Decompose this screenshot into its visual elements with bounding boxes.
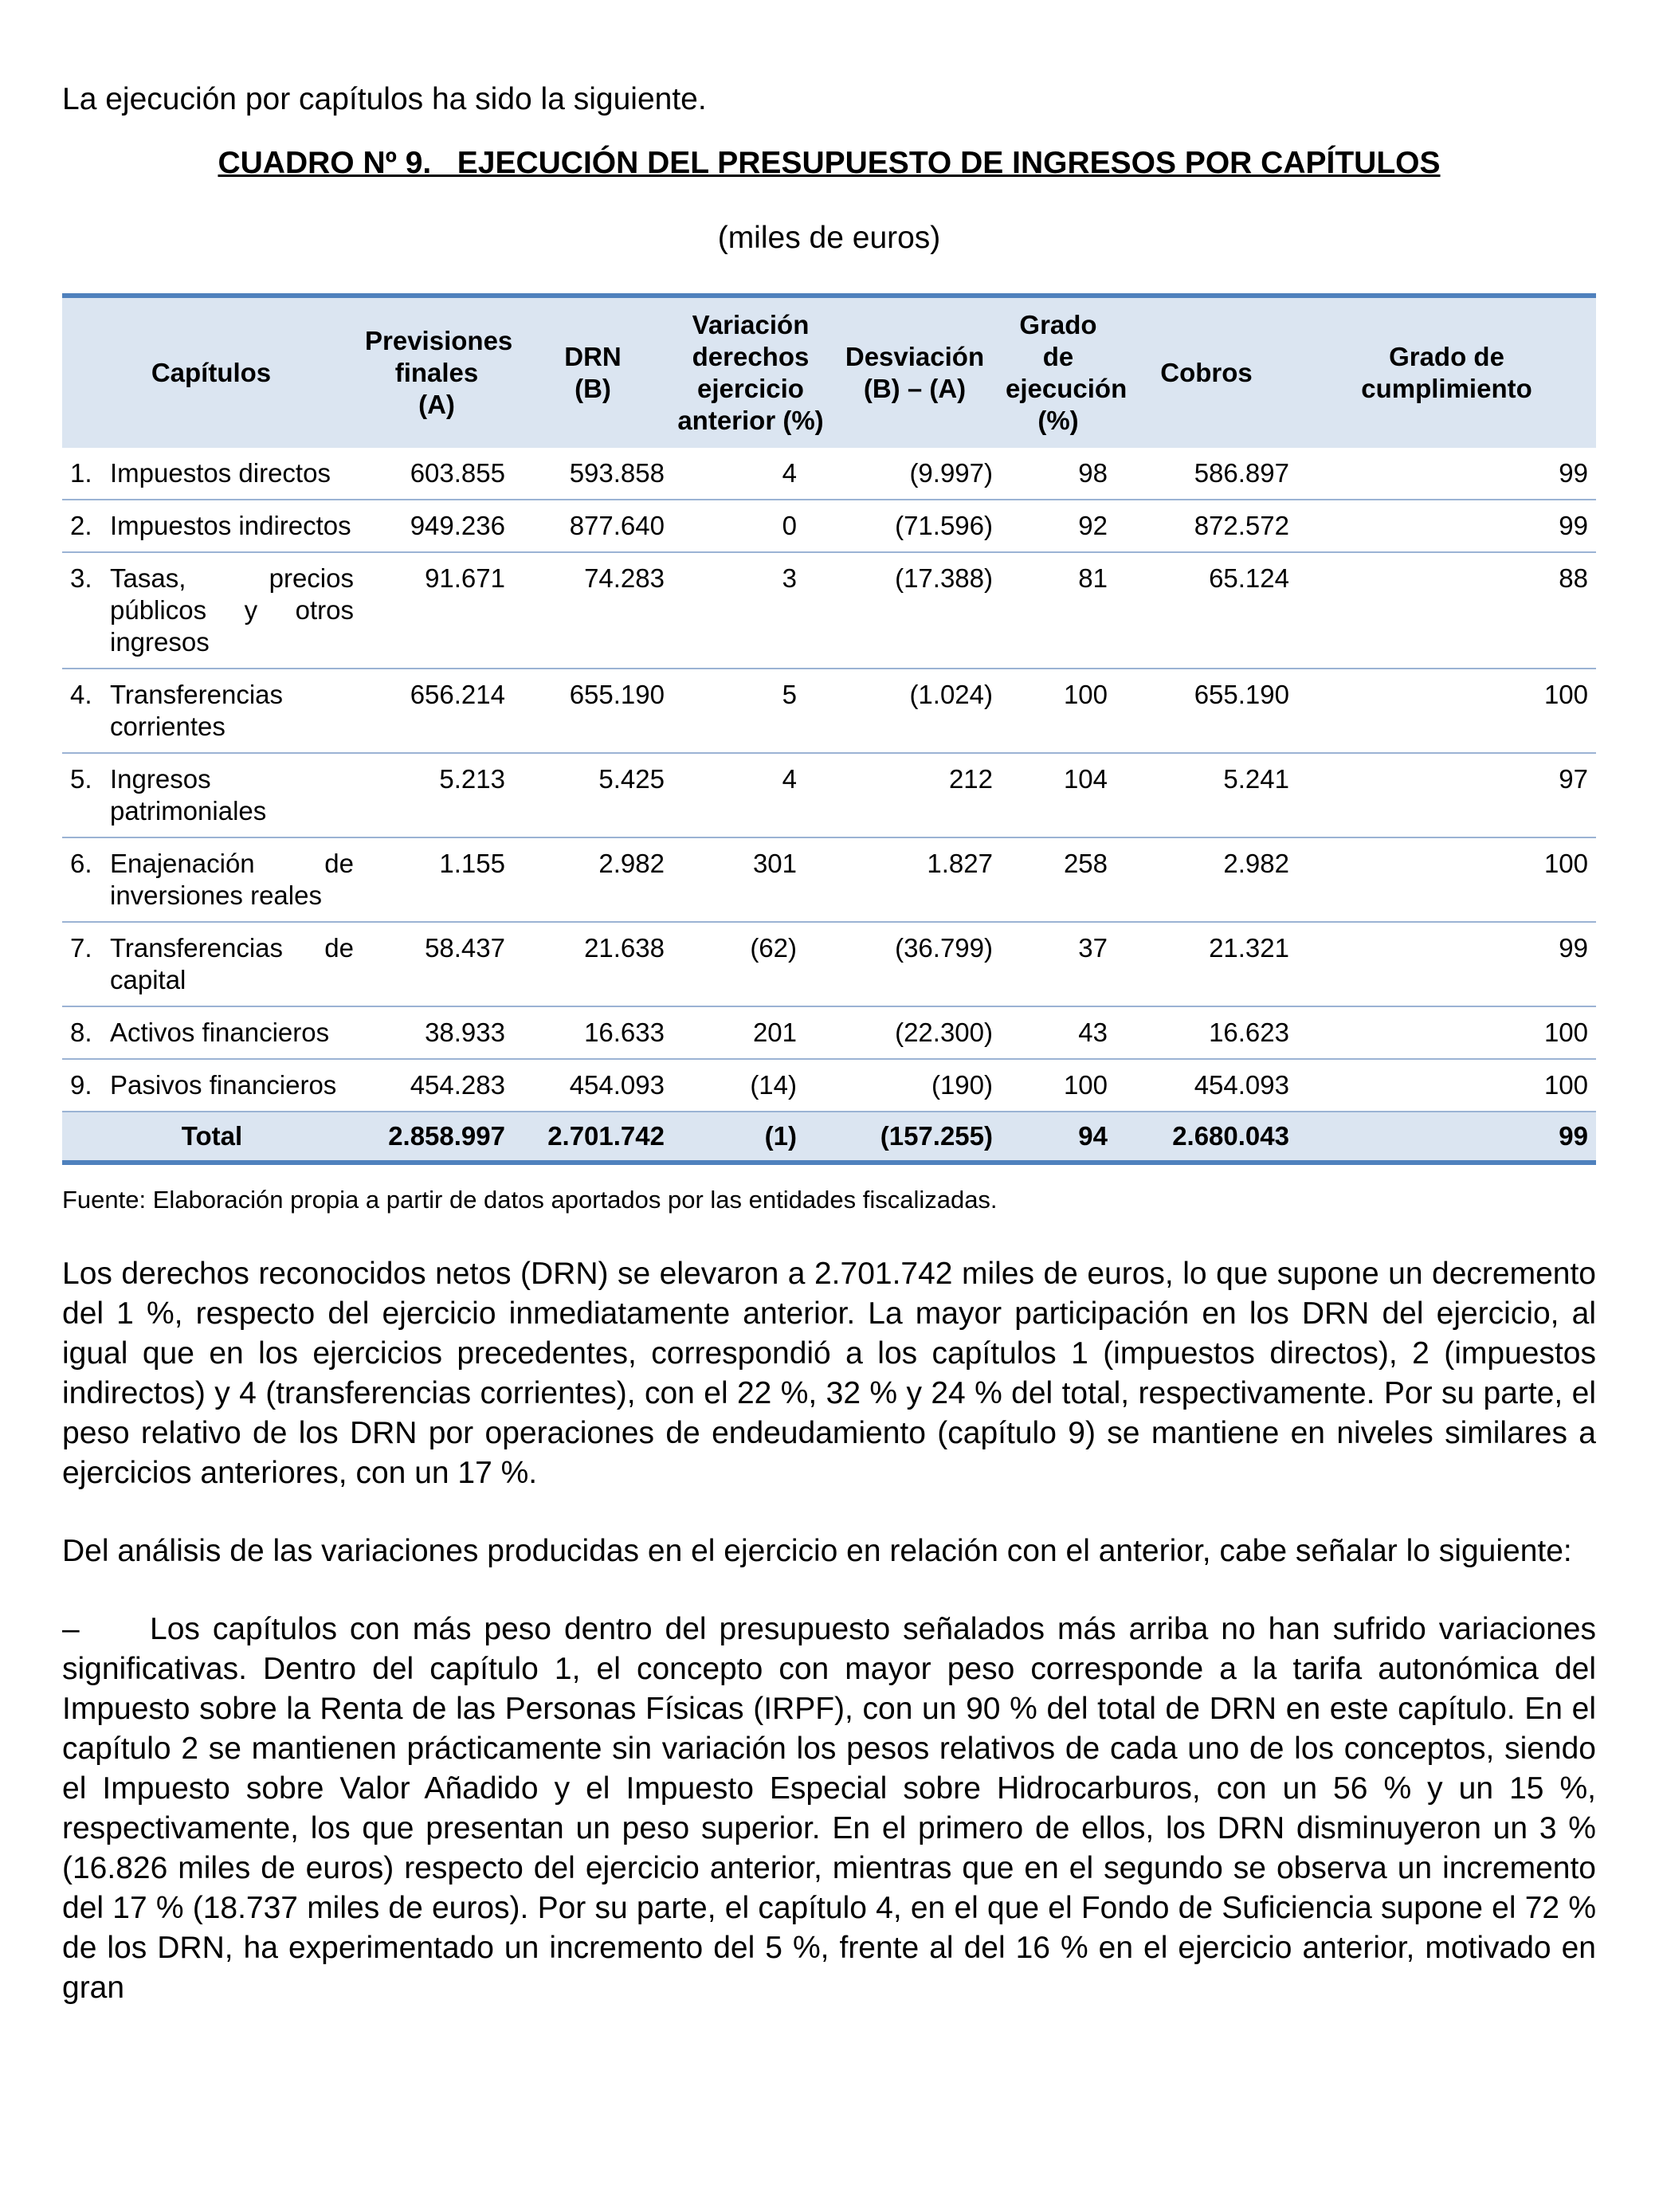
cell-capitulo: 1. Impuestos directos bbox=[62, 448, 360, 500]
cell-desviacion: (17.388) bbox=[829, 552, 1001, 669]
cell-drn: 74.283 bbox=[513, 552, 673, 669]
cell-grado-ejecucion: 92 bbox=[1001, 500, 1116, 552]
cell-capitulo: 3. Tasas, precios públicos y otros ingresos bbox=[62, 552, 360, 669]
cell-grado-cumplimiento: 99 bbox=[1297, 448, 1596, 500]
cell-drn: 5.425 bbox=[513, 753, 673, 837]
cell-capitulo: 4. Transferencias corrientes bbox=[62, 669, 360, 753]
header-variacion: Variación derechos ejercicio anterior (%) bbox=[673, 296, 829, 448]
table-row bbox=[62, 837, 1596, 922]
cell-previsiones: 603.855 bbox=[360, 448, 513, 500]
cell-total-drn: 2.701.742 bbox=[513, 1112, 673, 1163]
cell-grado-cumplimiento: 100 bbox=[1297, 837, 1596, 922]
cell-drn: 593.858 bbox=[513, 448, 673, 500]
table-title: CUADRO Nº 9. EJECUCIÓN DEL PRESUPUESTO DE INGRESOS POR CAPÍTULOS bbox=[218, 146, 1441, 180]
cell-grado-ejecucion: 104 bbox=[1001, 753, 1116, 837]
cell-grado-cumplimiento: 99 bbox=[1297, 922, 1596, 1006]
paragraph-drn: Los derechos reconocidos netos (DRN) se elevaron a 2.701.742 miles de euros, lo que supone un decremento del 1 %, respecto del ejercicio inmediatamente anterior. La mayor participación en los DRN del ejercicio, al igual que en los ejercicios precedentes, correspondió a los capítulos 1 (impuestos directos), 2 (impuestos indirectos) y 4 (transferencias corrientes), con el 22 %, 32 % y 24 % del total, respectivamente. Por su parte, el peso relativo de los DRN por operaciones de endeudamiento (capítulo 9) se mantiene en niveles similares a ejercicios anteriores, con un 17 %. bbox=[62, 1257, 1596, 1490]
cell-desviacion: 1.827 bbox=[829, 837, 1001, 922]
cell-capitulo: 6. Enajenación de inversiones reales bbox=[62, 837, 360, 922]
cell-cobros: 65.124 bbox=[1116, 552, 1297, 669]
cell-drn: 21.638 bbox=[513, 922, 673, 1006]
cell-grado-cumplimiento: 97 bbox=[1297, 753, 1596, 837]
cell-capitulo: 9. Pasivos financieros bbox=[62, 1059, 360, 1112]
cell-previsiones: 38.933 bbox=[360, 1006, 513, 1059]
cell-grado-ejecucion: 37 bbox=[1001, 922, 1116, 1006]
document-page bbox=[62, 80, 1596, 2046]
header-grado-cumplimiento: Grado de cumplimiento bbox=[1297, 296, 1596, 448]
cell-grado-ejecucion: 43 bbox=[1001, 1006, 1116, 1059]
cell-grado-cumplimiento: 100 bbox=[1297, 669, 1596, 753]
table-row bbox=[62, 500, 1596, 552]
header-cobros: Cobros bbox=[1116, 296, 1297, 448]
cell-previsiones: 656.214 bbox=[360, 669, 513, 753]
cell-variacion: 3 bbox=[673, 552, 829, 669]
cell-variacion: 4 bbox=[673, 753, 829, 837]
cell-drn: 655.190 bbox=[513, 669, 673, 753]
cell-previsiones: 91.671 bbox=[360, 552, 513, 669]
cell-cobros: 655.190 bbox=[1116, 669, 1297, 753]
table-header-row bbox=[62, 296, 1596, 448]
cell-desviacion: (190) bbox=[829, 1059, 1001, 1112]
cell-total-label: Total bbox=[62, 1112, 360, 1163]
cell-cobros: 586.897 bbox=[1116, 448, 1297, 500]
table-row bbox=[62, 669, 1596, 753]
cell-variacion: 0 bbox=[673, 500, 829, 552]
cell-grado-ejecucion: 81 bbox=[1001, 552, 1116, 669]
cell-variacion: (14) bbox=[673, 1059, 829, 1112]
cell-total-previsiones: 2.858.997 bbox=[360, 1112, 513, 1163]
cell-grado-ejecucion: 100 bbox=[1001, 1059, 1116, 1112]
bullet-dash: – bbox=[62, 1612, 80, 1646]
cell-grado-ejecucion: 98 bbox=[1001, 448, 1116, 500]
cell-cobros: 5.241 bbox=[1116, 753, 1297, 837]
table-source: Fuente: Elaboración propia a partir de datos aportados por las entidades fiscalizadas. bbox=[62, 1186, 998, 1214]
intro-text: La ejecución por capítulos ha sido la siguiente. bbox=[62, 82, 707, 116]
table-row bbox=[62, 922, 1596, 1006]
table-total-row bbox=[62, 1112, 1596, 1163]
cell-capitulo: 7. Transferencias de capital bbox=[62, 922, 360, 1006]
cell-desviacion: 212 bbox=[829, 753, 1001, 837]
cell-previsiones: 5.213 bbox=[360, 753, 513, 837]
table-row bbox=[62, 552, 1596, 669]
header-capitulos: Capítulos bbox=[62, 296, 360, 448]
cell-variacion: 5 bbox=[673, 669, 829, 753]
cell-variacion: 201 bbox=[673, 1006, 829, 1059]
cell-desviacion: (22.300) bbox=[829, 1006, 1001, 1059]
header-desviacion: Desviación (B) – (A) bbox=[829, 296, 1001, 448]
cell-grado-ejecucion: 100 bbox=[1001, 669, 1116, 753]
cell-total-grado-ejecucion: 94 bbox=[1001, 1112, 1116, 1163]
cell-drn: 454.093 bbox=[513, 1059, 673, 1112]
bullet-text: Los capítulos con más peso dentro del presupuesto señalados más arriba no han sufrido variaciones significativas. Dentro del capítulo 1, el concepto con mayor peso corresponde a la tarifa autonómica del Impuesto sobre la Renta de las Personas Físicas (IRPF), con un 90 % del total de DRN en este capítulo. En el capítulo 2 se mantienen prácticamente sin variación los pesos relativos de cada uno de los conceptos, siendo el Impuesto sobre Valor Añadido y el Impuesto Especial sobre Hidrocarburos, con un 56 % y un 15 %, respectivamente, los que presentan un peso superior. En el primero de ellos, los DRN disminuyeron un 3 % (16.826 miles de euros) respecto del ejercicio anterior, mientras que en el segundo se observa un incremento del 17 % (18.737 miles de euros). Por su parte, el capítulo 4, en el que el Fondo de Suficiencia supone el 72 % de los DRN, ha experimentado un incremento del 5 %, frente al del 16 % en el ejercicio anterior, motivado en gran bbox=[62, 1612, 1596, 2005]
cell-total-grado-cumplimiento: 99 bbox=[1297, 1112, 1596, 1163]
cell-desviacion: (36.799) bbox=[829, 922, 1001, 1006]
table-units: (miles de euros) bbox=[717, 221, 941, 255]
cell-capitulo: 2. Impuestos indirectos bbox=[62, 500, 360, 552]
cell-total-variacion: (1) bbox=[673, 1112, 829, 1163]
cell-desviacion: (71.596) bbox=[829, 500, 1001, 552]
table-row bbox=[62, 448, 1596, 500]
cell-variacion: 4 bbox=[673, 448, 829, 500]
cell-previsiones: 1.155 bbox=[360, 837, 513, 922]
bullet-paragraph bbox=[62, 1610, 1596, 2008]
cell-variacion: (62) bbox=[673, 922, 829, 1006]
cell-cobros: 16.623 bbox=[1116, 1006, 1297, 1059]
cell-previsiones: 949.236 bbox=[360, 500, 513, 552]
cell-cobros: 21.321 bbox=[1116, 922, 1297, 1006]
cell-cobros: 2.982 bbox=[1116, 837, 1297, 922]
header-drn: DRN (B) bbox=[513, 296, 673, 448]
execution-table bbox=[62, 293, 1596, 1165]
cell-desviacion: (1.024) bbox=[829, 669, 1001, 753]
cell-grado-cumplimiento: 88 bbox=[1297, 552, 1596, 669]
cell-capitulo: 5. Ingresos patrimoniales bbox=[62, 753, 360, 837]
header-grado-ejecucion: Grado de ejecución (%) bbox=[1001, 296, 1116, 448]
cell-previsiones: 58.437 bbox=[360, 922, 513, 1006]
cell-total-cobros: 2.680.043 bbox=[1116, 1112, 1297, 1163]
cell-desviacion: (9.997) bbox=[829, 448, 1001, 500]
cell-cobros: 872.572 bbox=[1116, 500, 1297, 552]
cell-grado-cumplimiento: 100 bbox=[1297, 1059, 1596, 1112]
cell-drn: 16.633 bbox=[513, 1006, 673, 1059]
cell-drn: 2.982 bbox=[513, 837, 673, 922]
cell-grado-cumplimiento: 100 bbox=[1297, 1006, 1596, 1059]
cell-grado-cumplimiento: 99 bbox=[1297, 500, 1596, 552]
cell-drn: 877.640 bbox=[513, 500, 673, 552]
cell-total-desviacion: (157.255) bbox=[829, 1112, 1001, 1163]
table-row bbox=[62, 753, 1596, 837]
paragraph-variaciones: Del análisis de las variaciones producidas en el ejercicio en relación con el anterior, cabe señalar lo siguiente: bbox=[62, 1534, 1572, 1568]
header-previsiones: Previsiones finales (A) bbox=[360, 296, 513, 448]
cell-previsiones: 454.283 bbox=[360, 1059, 513, 1112]
cell-cobros: 454.093 bbox=[1116, 1059, 1297, 1112]
table-row bbox=[62, 1059, 1596, 1112]
cell-variacion: 301 bbox=[673, 837, 829, 922]
table-row bbox=[62, 1006, 1596, 1059]
cell-capitulo: 8. Activos financieros bbox=[62, 1006, 360, 1059]
cell-grado-ejecucion: 258 bbox=[1001, 837, 1116, 922]
